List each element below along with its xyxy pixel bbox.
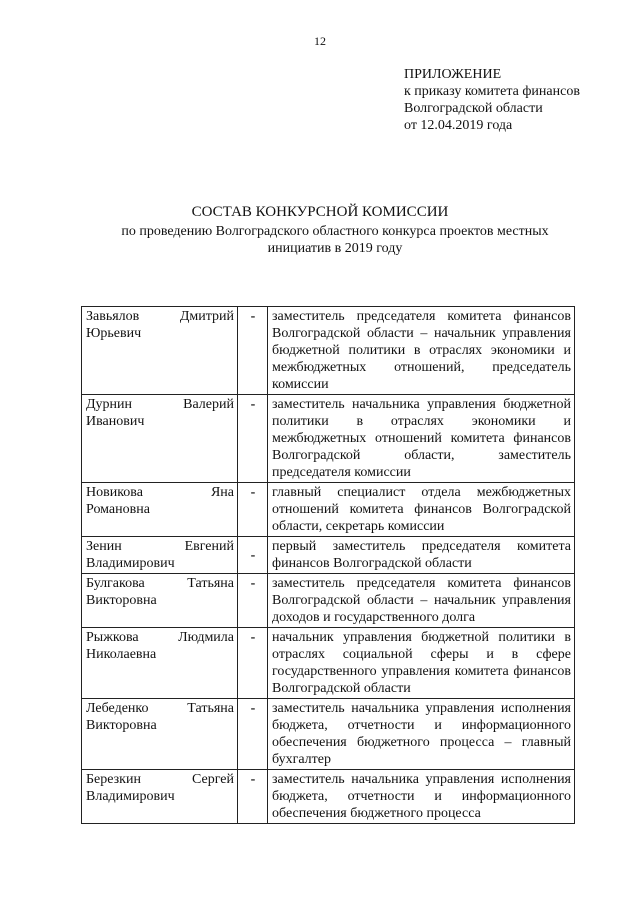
member-name-line2: Викторовна [86,718,157,733]
member-name-line1: Дурнин Валерий [86,397,234,412]
member-name-line2: Владимирович [86,789,175,804]
member-name-line1: Березкин Сергей [86,772,234,787]
member-name [82,483,238,537]
dash-separator: - [238,770,268,824]
member-name [82,770,238,824]
member-role: заместитель начальника управления исполнения бюджета, отчетности и информационного обеспечения бюджетного процесса – главный бухгалтер [268,699,575,770]
member-name-line1: Рыжкова Людмила [86,630,234,645]
dash-separator: - [238,537,268,574]
member-name [82,395,238,483]
member-role: заместитель председателя комитета финансов Волгоградской области – начальник управления доходов и государственного долга [268,574,575,628]
document-title: СОСТАВ КОНКУРСНОЙ КОМИССИИ [191,204,449,220]
member-role: первый заместитель председателя комитета финансов Волгоградской области [268,537,575,574]
member-name-line2: Романовна [86,502,150,517]
member-role: заместитель председателя комитета финансов Волгоградской области – начальник управления бюджетной политики в отраслях экономики и межбюджетных отношений, председатель комиссии [268,307,575,395]
member-name-line2: Викторовна [86,593,157,608]
member-name [82,537,238,574]
member-name-line1: Лебеденко Татьяна [86,701,234,716]
member-name-line2: Юрьевич [86,326,142,341]
member-name [82,574,238,628]
appendix-order-line: к приказу комитета финансов [404,84,580,99]
table-row [82,770,575,824]
appendix-block [404,66,634,134]
member-name-line1: Зенин Евгений [86,539,234,554]
member-name [82,628,238,699]
member-name [82,307,238,395]
member-role: заместитель начальника управления бюджетной политики в отраслях экономики и межбюджетных отношений комитета финансов Волгоградской области, заместитель председателя комиссии [268,395,575,483]
member-name-line2: Иванович [86,414,145,429]
table-row [82,395,575,483]
dash-separator: - [238,483,268,537]
commission-members-table [81,306,575,824]
table-row [82,628,575,699]
appendix-region-line: Волгоградской области [404,101,543,116]
dash-separator: - [238,307,268,395]
table-row [82,537,575,574]
member-role: начальник управления бюджетной политики в отраслях социальной сферы и в сфере государственного управления комитета финансов Волгоградской области [268,628,575,699]
member-role: заместитель начальника управления исполнения бюджета, отчетности и информационного обеспечения бюджетного процесса [268,770,575,824]
table-row [82,483,575,537]
member-name-line2: Николаевна [86,647,157,662]
appendix-date-line: от 12.04.2019 года [404,118,513,133]
member-name-line2: Владимирович [86,556,175,571]
table-row [82,699,575,770]
appendix-heading: ПРИЛОЖЕНИЕ [404,67,502,82]
member-name [82,699,238,770]
table-row [82,574,575,628]
table-row [82,307,575,395]
dash-separator: - [238,574,268,628]
member-name-line1: Завьялов Дмитрий [86,309,234,324]
member-role: главный специалист отдела межбюджетных отношений комитета финансов Волгоградской области, секретарь комиссии [268,483,575,537]
dash-separator: - [238,699,268,770]
member-name-line1: Новикова Яна [86,485,234,500]
member-name-line1: Булгакова Татьяна [86,576,234,591]
document-subtitle: по проведению Волгоградского областного конкурса проектов местных инициатив в 2019 году [121,224,549,256]
page-number: 12 [314,34,326,48]
dash-separator: - [238,395,268,483]
dash-separator: - [238,628,268,699]
